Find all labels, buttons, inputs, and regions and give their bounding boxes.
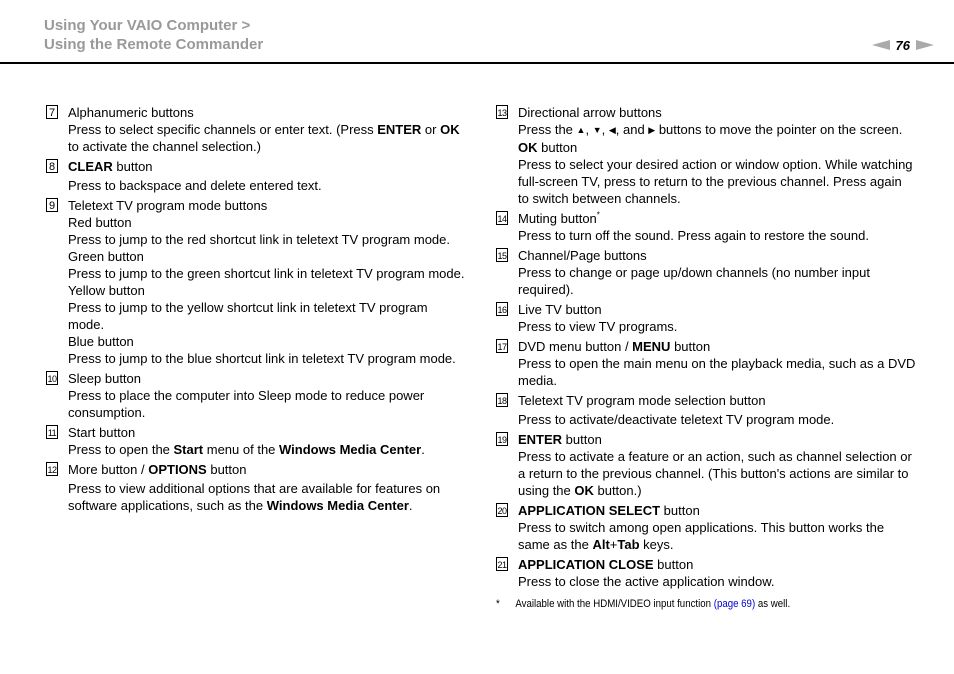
list-item xyxy=(496,210,916,244)
item-title: Teletext TV program mode buttons xyxy=(68,198,268,213)
item-number-badge: 19 xyxy=(496,432,508,446)
item-number-badge: 20 xyxy=(496,503,508,517)
sub-item-description: Press to jump to the blue shortcut link in teletext TV program mode. xyxy=(68,351,456,366)
list-item xyxy=(46,197,466,367)
item-number-badge: 17 xyxy=(496,339,508,353)
sub-item-description: Press to jump to the red shortcut link in teletext TV program mode. xyxy=(68,232,450,247)
key-name: OPTIONS xyxy=(148,462,207,477)
item-description: Press to activate/deactivate teletext TV program mode. xyxy=(518,412,835,427)
item-description: Press to switch among open applications. This button works the same as the Alt+Tab keys. xyxy=(518,520,885,552)
sub-item-description: Press to jump to the yellow shortcut link in teletext TV program mode. xyxy=(68,300,428,332)
left-column xyxy=(46,104,466,517)
item-number-badge: 10 xyxy=(46,371,58,385)
item-description: Press to select specific channels or enter text. (Press ENTER or OK to activate the channel selection.) xyxy=(68,122,460,154)
item-title: Alphanumeric buttons xyxy=(68,105,194,120)
arrow-left-icon: ◀ xyxy=(608,125,616,135)
sub-item-description: Press to select your desired action or window option. While watching full-screen TV, press to return to the previous channel. Press again to switch between channels. xyxy=(518,157,913,206)
list-item xyxy=(46,461,466,514)
item-description: Press to change or page up/down channels (no number input required). xyxy=(518,265,870,297)
item-description: Press to view additional options that are available for features on software applications, such as the Windows Media Center. xyxy=(68,481,441,513)
app-name: Windows Media Center xyxy=(279,442,422,457)
item-description: Press to open the Start menu of the Windows Media Center. xyxy=(68,442,425,457)
key-name: Alt xyxy=(592,537,610,552)
key-name: APPLICATION SELECT xyxy=(518,503,661,518)
item-title: Directional arrow buttons xyxy=(518,105,662,120)
item-description: Press the ▲, ▼, ◀, and ▶ buttons to move the pointer on the screen. xyxy=(518,122,903,137)
list-item xyxy=(496,431,916,499)
list-item xyxy=(496,338,916,389)
item-description: Press to view TV programs. xyxy=(518,319,678,334)
item-number-badge: 11 xyxy=(46,425,58,439)
breadcrumb-section[interactable]: Using Your VAIO Computer > xyxy=(44,17,251,34)
list-item xyxy=(496,247,916,298)
item-number-badge: 16 xyxy=(496,302,508,316)
sub-item-title: Blue button xyxy=(68,334,134,349)
item-description: Press to turn off the sound. Press again to restore the sound. xyxy=(518,228,869,243)
item-title: More button / OPTIONS button xyxy=(68,462,247,477)
item-number-badge: 7 xyxy=(46,105,58,119)
item-title: APPLICATION SELECT button xyxy=(518,503,700,518)
footnote-marker: * xyxy=(596,210,600,220)
item-number-badge: 13 xyxy=(496,105,508,119)
item-title: CLEAR button xyxy=(68,159,153,174)
item-description: Press to activate a feature or an action, such as channel selection or a return to the previous channel. (This button's actions are similar to using the OK button.) xyxy=(518,449,912,498)
item-title-text: Muting button xyxy=(518,211,597,226)
item-number-badge: 21 xyxy=(496,557,508,571)
key-name: CLEAR xyxy=(68,159,113,174)
item-description: Press to place the computer into Sleep mode to reduce power consumption. xyxy=(68,388,425,420)
item-title: Teletext TV program mode selection button xyxy=(518,393,766,408)
sub-item-title: Red button xyxy=(68,215,132,230)
item-title: Live TV button xyxy=(518,302,602,317)
item-description: Press to close the active application window. xyxy=(518,574,775,589)
item-title: Sleep button xyxy=(68,371,142,386)
item-number-badge: 8 xyxy=(46,159,58,173)
list-item xyxy=(46,424,466,458)
item-number-badge: 12 xyxy=(46,462,58,476)
arrow-up-icon: ▲ xyxy=(576,125,586,135)
item-title xyxy=(518,210,916,227)
item-title: APPLICATION CLOSE button xyxy=(518,557,694,572)
page-link[interactable]: (page 69) xyxy=(713,598,756,610)
arrow-down-icon: ▼ xyxy=(592,125,602,135)
right-column xyxy=(496,104,916,593)
page-header xyxy=(0,0,954,64)
list-item xyxy=(496,556,916,590)
app-name: Windows Media Center xyxy=(266,498,409,513)
key-name: ENTER xyxy=(377,122,422,137)
list-item xyxy=(496,301,916,335)
breadcrumb-page[interactable]: Using the Remote Commander xyxy=(44,36,264,53)
sub-item-title: Green button xyxy=(68,249,144,264)
item-number-badge: 18 xyxy=(496,393,508,407)
list-item xyxy=(496,502,916,553)
footnote-marker: * xyxy=(496,598,500,610)
item-title: DVD menu button / MENU button xyxy=(518,339,711,354)
list-item xyxy=(46,370,466,421)
list-item xyxy=(496,104,916,207)
key-name: APPLICATION CLOSE xyxy=(518,557,654,572)
menu-name: Start xyxy=(173,442,204,457)
key-name: ENTER xyxy=(518,432,563,447)
item-number-badge: 9 xyxy=(46,198,58,212)
next-page-arrow-icon[interactable] xyxy=(916,40,934,50)
key-name: Tab xyxy=(617,537,640,552)
key-name: MENU xyxy=(632,339,671,354)
footnote-text: Available with the HDMI/VIDEO input function xyxy=(515,598,712,610)
list-item xyxy=(496,392,916,428)
arrow-right-icon: ▶ xyxy=(648,125,656,135)
previous-page-arrow-icon[interactable] xyxy=(872,40,890,50)
list-item xyxy=(46,158,466,194)
sub-item-description: Press to jump to the green shortcut link in teletext TV program mode. xyxy=(68,266,465,281)
footnote-text-end: as well. xyxy=(757,598,791,610)
item-title: Start button xyxy=(68,425,136,440)
sub-item-title: Yellow button xyxy=(68,283,145,298)
item-number-badge: 14 xyxy=(496,211,508,225)
sub-item-title: OK button xyxy=(518,140,578,155)
item-description: Press to backspace and delete entered text. xyxy=(68,178,322,193)
item-title: ENTER button xyxy=(518,432,602,447)
key-name: OK xyxy=(574,483,594,498)
item-description: Press to open the main menu on the playback media, such as a DVD media. xyxy=(518,356,916,388)
page-number: 76 xyxy=(895,37,910,53)
page-navigation xyxy=(872,37,934,53)
list-item xyxy=(46,104,466,155)
item-title: Channel/Page buttons xyxy=(518,248,647,263)
footnote xyxy=(496,598,790,610)
item-number-badge: 15 xyxy=(496,248,508,262)
key-name: OK xyxy=(440,122,460,137)
key-name: OK xyxy=(518,140,538,155)
